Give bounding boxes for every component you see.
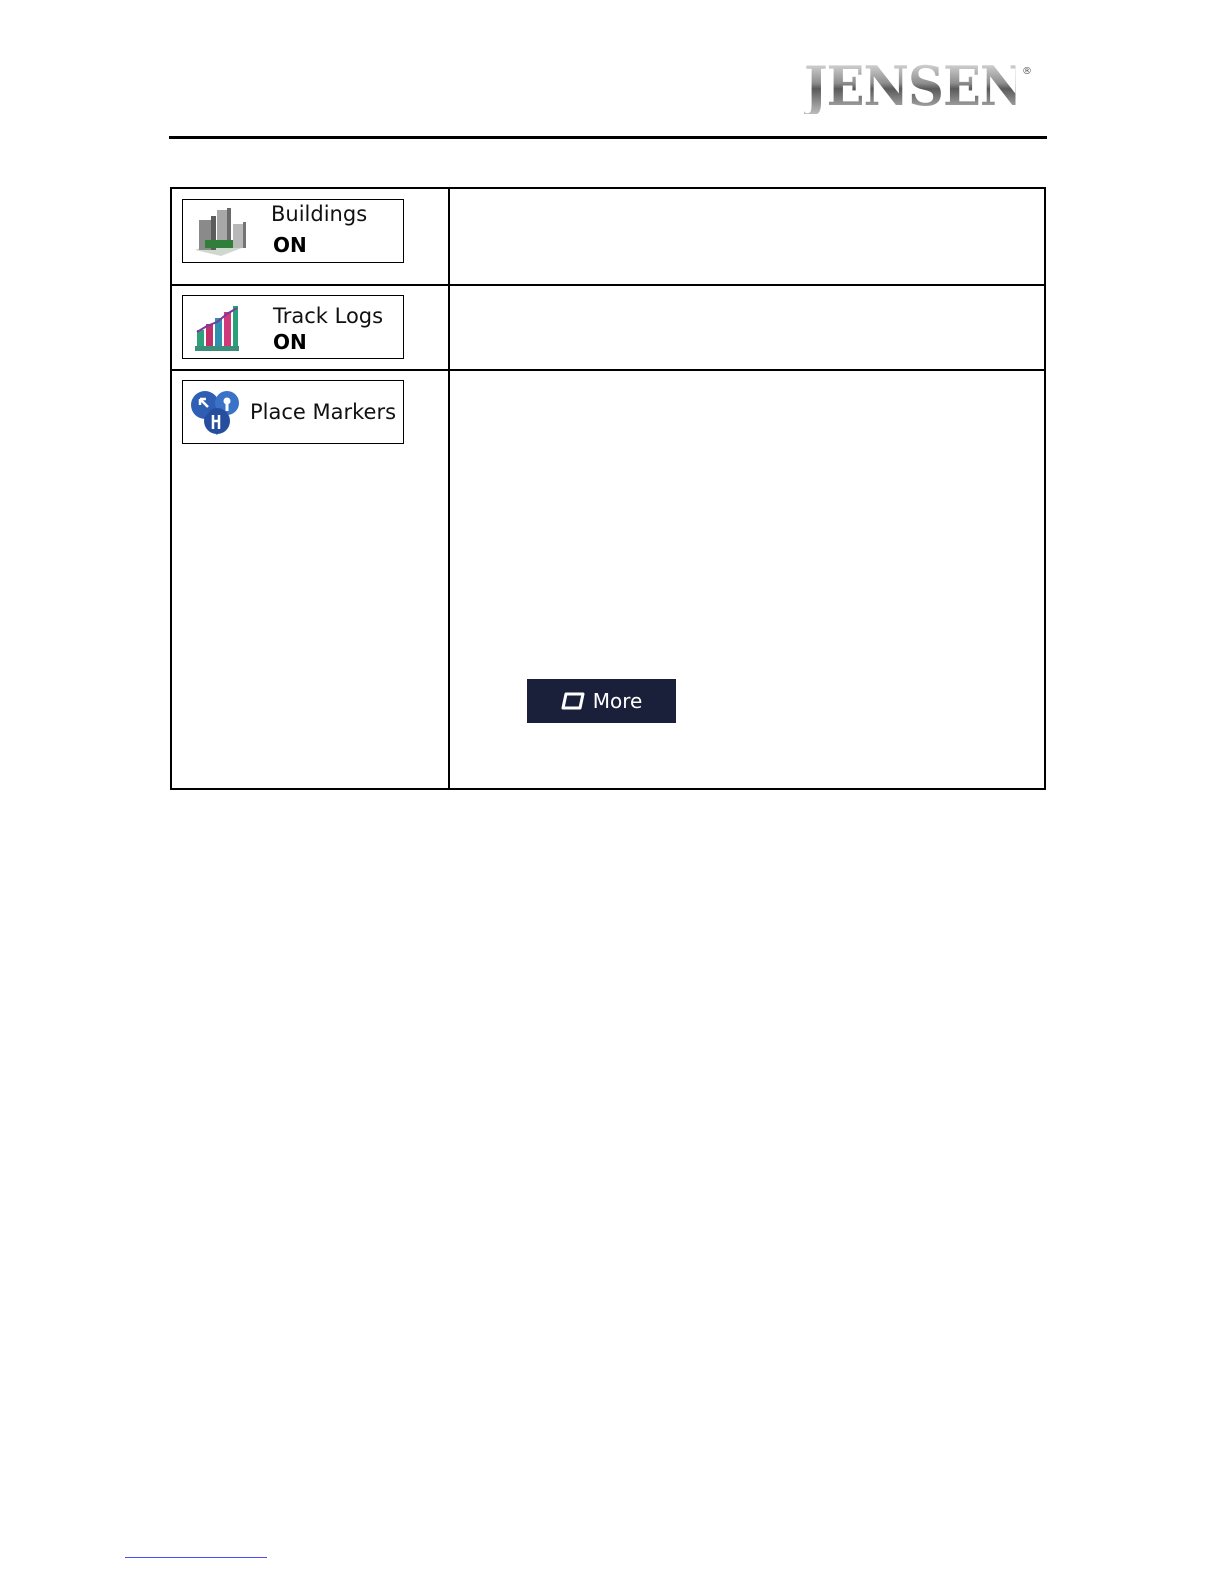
track-logs-icon — [193, 302, 245, 358]
buildings-state: ON — [273, 233, 307, 257]
buildings-toggle-button[interactable] — [182, 199, 404, 263]
buildings-label: Buildings — [271, 202, 368, 226]
settings-table — [170, 187, 1046, 790]
brand-logo: JENSEN — [804, 54, 1025, 118]
column-divider — [448, 189, 450, 788]
more-icon — [561, 692, 585, 710]
more-label: More — [592, 689, 643, 713]
buildings-icon — [191, 206, 251, 262]
footer-link-underline[interactable] — [125, 1557, 267, 1558]
row-divider — [172, 284, 1044, 286]
row-divider — [172, 369, 1044, 371]
header-rule — [169, 136, 1047, 139]
place-markers-label: Place Markers — [250, 400, 397, 424]
registered-mark: ® — [1022, 66, 1032, 77]
more-button[interactable] — [527, 679, 676, 723]
track-logs-toggle-button[interactable] — [182, 295, 404, 359]
track-logs-label: Track Logs — [273, 304, 384, 328]
place-markers-icon — [189, 387, 247, 445]
track-logs-state: ON — [273, 330, 307, 354]
place-markers-button[interactable] — [182, 380, 404, 444]
